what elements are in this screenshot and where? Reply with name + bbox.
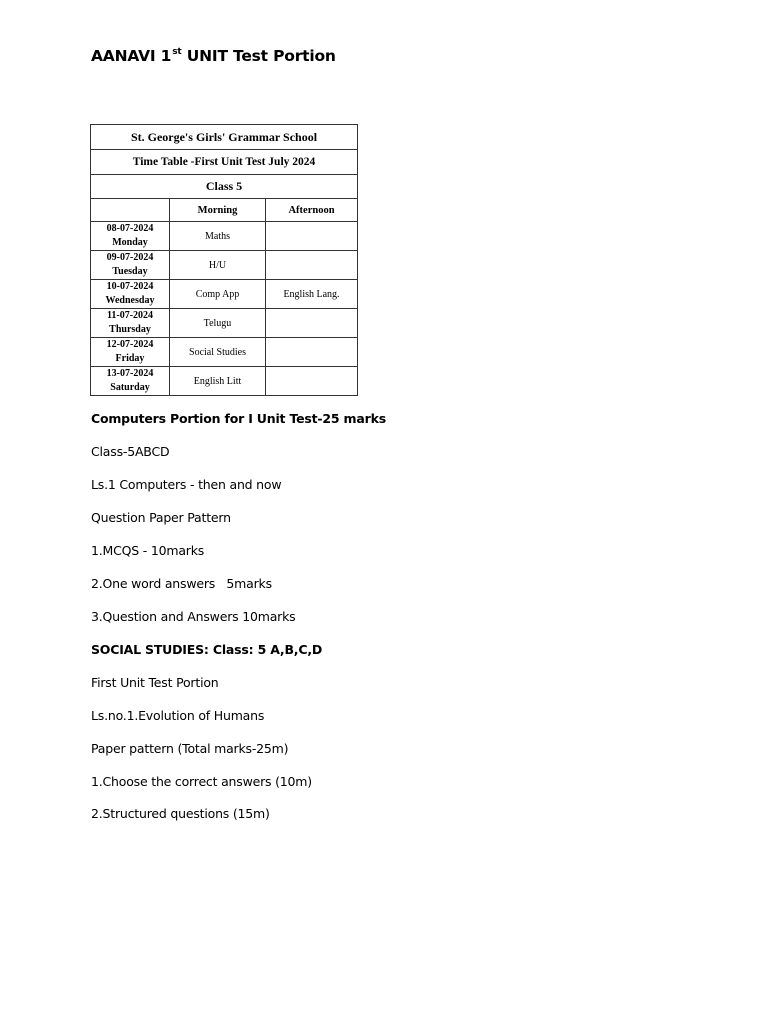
- row-day: Monday: [112, 237, 148, 248]
- row-day: Wednesday: [105, 295, 155, 306]
- row-day: Thursday: [109, 324, 151, 335]
- morning-cell: Telugu: [170, 309, 266, 338]
- date-cell: [91, 222, 170, 251]
- row-day: Saturday: [110, 382, 150, 393]
- table-row: [91, 367, 358, 396]
- table-row: [91, 338, 358, 367]
- pattern-item: 2.One word answers 5marks: [91, 576, 272, 591]
- header-morning: Morning: [170, 199, 266, 222]
- row-day: Friday: [115, 353, 145, 364]
- afternoon-cell: [266, 309, 358, 338]
- school-name: St. George's Girls' Grammar School: [91, 125, 358, 150]
- afternoon-cell: [266, 251, 358, 280]
- pattern-item: 3.Question and Answers 10marks: [91, 609, 296, 624]
- morning-cell: English Litt: [170, 367, 266, 396]
- pattern-item: 2.Structured questions (15m): [91, 806, 270, 821]
- pattern-item: 1.Choose the correct answers (10m): [91, 774, 312, 789]
- row-date: 13-07-2024: [106, 368, 154, 379]
- computers-portion-heading: Computers Portion for I Unit Test-25 marks: [91, 411, 386, 426]
- class-label: Class 5: [91, 175, 358, 199]
- table-row: [91, 309, 358, 338]
- row-date: 10-07-2024: [106, 281, 154, 292]
- afternoon-cell: English Lang.: [266, 280, 358, 309]
- header-date-blank: [91, 199, 170, 222]
- paper-pattern-heading: Paper pattern (Total marks-25m): [91, 741, 289, 756]
- row-date: 08-07-2024: [106, 223, 154, 234]
- afternoon-cell: [266, 338, 358, 367]
- portion-line: First Unit Test Portion: [91, 675, 219, 690]
- date-cell: [91, 280, 170, 309]
- title-text: AANAVI 1: [91, 47, 172, 65]
- title-suffix: UNIT Test Portion: [181, 47, 336, 65]
- table-row: [91, 222, 358, 251]
- timetable: [90, 124, 358, 396]
- table-row: [91, 280, 358, 309]
- lesson-line: Ls.no.1.Evolution of Humans: [91, 708, 265, 723]
- morning-cell: Comp App: [170, 280, 266, 309]
- title-superscript: st: [172, 47, 182, 57]
- date-cell: [91, 338, 170, 367]
- paper-pattern-heading: Question Paper Pattern: [91, 510, 231, 525]
- row-day: Tuesday: [112, 266, 148, 277]
- pattern-item: 1.MCQS - 10marks: [91, 543, 205, 558]
- row-date: 09-07-2024: [106, 252, 154, 263]
- header-afternoon: Afternoon: [266, 199, 358, 222]
- date-cell: [91, 251, 170, 280]
- page-title: [91, 47, 336, 65]
- timetable-title: Time Table -First Unit Test July 2024: [91, 150, 358, 175]
- morning-cell: Maths: [170, 222, 266, 251]
- date-cell: [91, 309, 170, 338]
- afternoon-cell: [266, 367, 358, 396]
- social-studies-heading: SOCIAL STUDIES: Class: 5 A,B,C,D: [91, 642, 323, 657]
- lesson-line: Ls.1 Computers - then and now: [91, 477, 282, 492]
- class-line: Class-5ABCD: [91, 444, 170, 459]
- date-cell: [91, 367, 170, 396]
- row-date: 12-07-2024: [106, 339, 154, 350]
- table-row: [91, 251, 358, 280]
- afternoon-cell: [266, 222, 358, 251]
- morning-cell: H/U: [170, 251, 266, 280]
- row-date: 11-07-2024: [106, 310, 154, 321]
- timetable-image: [90, 124, 357, 395]
- morning-cell: Social Studies: [170, 338, 266, 367]
